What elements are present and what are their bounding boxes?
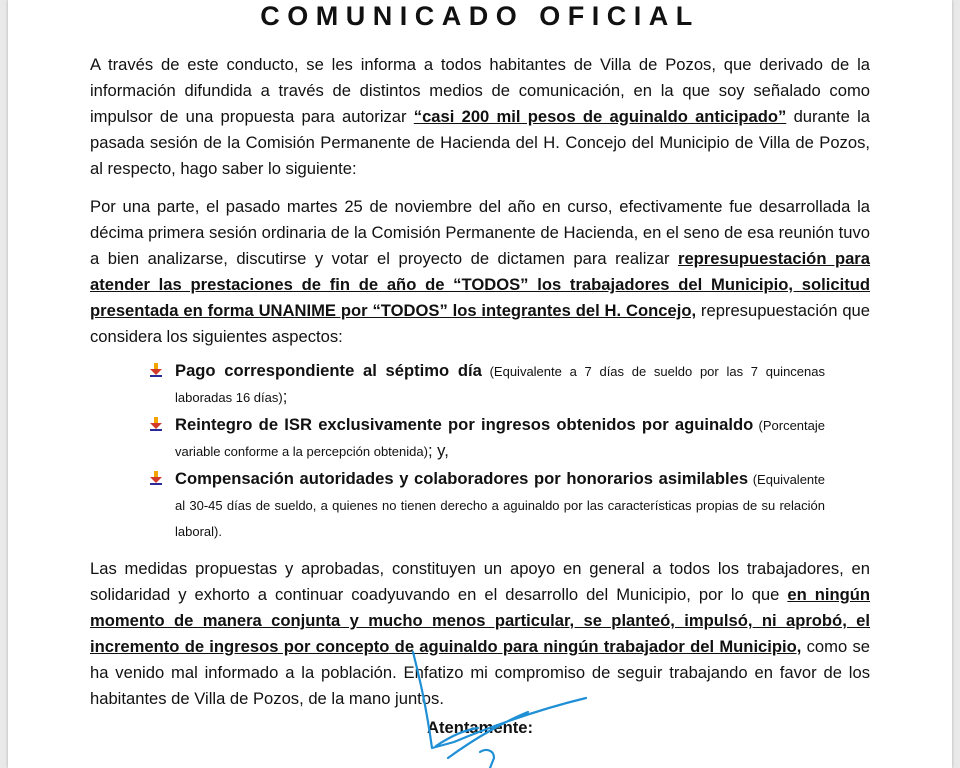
closing-salutation: Atentamente:	[426, 718, 534, 737]
paragraph-3-emphasis: en ningún momento de manera conjunta y mucho menos particular, se planteó, impulsó, ni aprobó, el incremento de ingresos por concepto de aguinaldo para ningún trabajador del Municipio,	[90, 585, 870, 656]
paragraph-2-emphasis: represupuestación para atender las prestaciones de fin de año de “TODOS” los trabajadores del Municipio, solicitud presentada en forma UNANIME por “TODOS” los integrantes del H. Concejo,	[90, 249, 870, 320]
list-item-tail: ;	[282, 387, 288, 406]
paragraph-1-emphasis: “casi 200 mil pesos de aguinaldo anticipado”	[413, 107, 787, 126]
list-item-lead: Compensación autoridades y colaboradores por honorarios asimilables	[175, 469, 749, 488]
list-item-note: (Porcentaje variable conforme a la percepción obtenida)	[175, 418, 825, 459]
list-item-lead: Pago correspondiente al séptimo día	[175, 361, 482, 380]
list-item-tail: ; y,	[427, 441, 449, 460]
paragraph-3-text-after: como se ha venido mal informado a la población. Enfatizo mi compromiso de seguir trabajando en favor de los habitantes de Villa de Pozos, de la mano juntos.	[90, 637, 870, 708]
paragraph-1-text-before: A través de este conducto, se les informa a todos habitantes de Villa de Pozos, que derivado de la información difundida a través de distintos medios de comunicación, en la que soy señalado como impulsor de una propuesta para autorizar	[90, 55, 870, 126]
list-item-note: (Equivalente a 7 días de sueldo por las 7 quincenas laboradas 16 días)	[175, 364, 825, 405]
paragraph-2-text-before: Por una parte, el pasado martes 25 de noviembre del año en curso, efectivamente fue desarrollada la décima primera sesión ordinaria de la Comisión Permanente de Hacienda, en el seno de esa reunión tuvo a bien analizarse, discutirse y votar el proyecto de dictamen para realizar	[90, 197, 870, 268]
paragraph-1-text-after: durante la pasada sesión de la Comisión Permanente de Hacienda del H. Concejo del Municipio de Villa de Pozos, al respecto, hago saber lo siguiente:	[90, 107, 870, 178]
document-page	[8, 0, 952, 768]
paragraph-3-text-before: Las medidas propuestas y aprobadas, constituyen un apoyo en general a todos los trabajadores, en solidaridad y exhorto a continuar coadyuvando en el desarrollo del Municipio, por lo que	[90, 559, 870, 604]
handwritten-signature	[8, 0, 952, 768]
list-item-lead: Reintegro de ISR exclusivamente por ingresos obtenidos por aguinaldo	[175, 415, 754, 434]
document-title: COMUNICADO OFICIAL	[260, 1, 700, 31]
list-item-note: (Equivalente al 30-45 días de sueldo, a quienes no tienen derecho a aguinaldo por las características propias de su relación laboral).	[175, 472, 825, 539]
paragraph-2-text-after: represupuestación que considera los siguientes aspectos:	[90, 301, 871, 346]
